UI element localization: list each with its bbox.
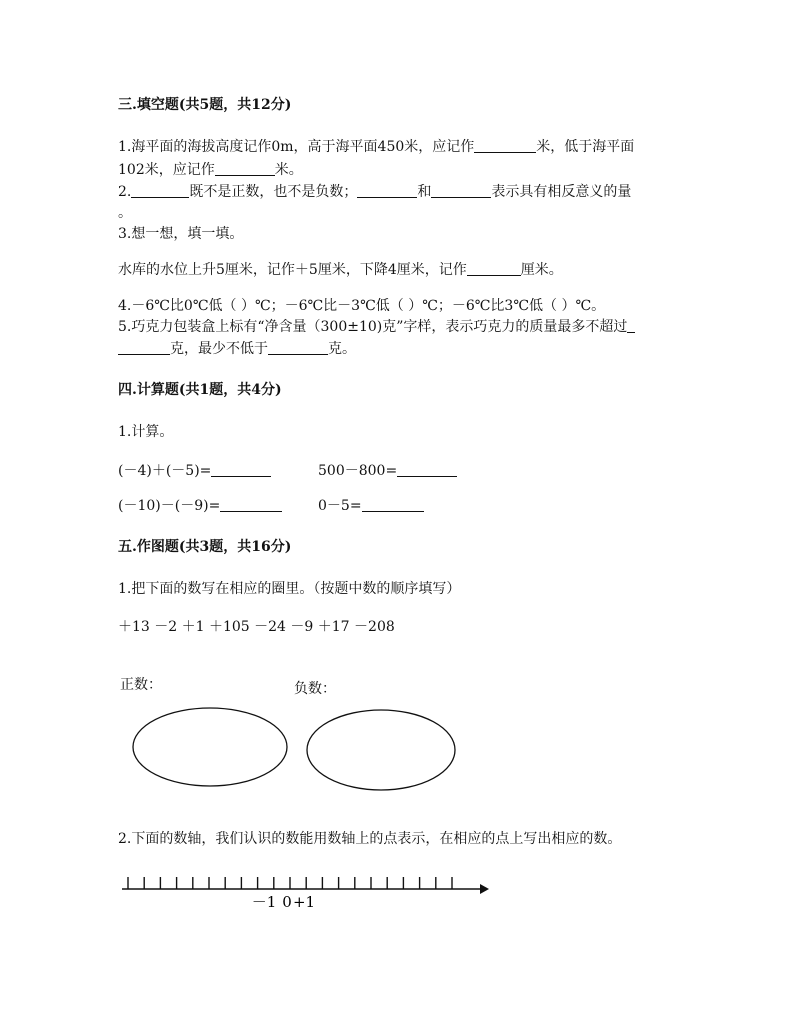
axis-label-minus-one: －1 bbox=[251, 893, 277, 911]
question-3-4: 4.－6℃比0℃低（ ）℃；－6℃比－3℃低（ ）℃；－6℃比3℃低（ ）℃。 bbox=[118, 298, 606, 314]
axis-label-zero: 0 bbox=[282, 893, 292, 911]
section-5-title: 五.作图题(共3题，共16分) bbox=[118, 539, 292, 555]
number-line-ticks[interactable] bbox=[128, 877, 452, 889]
section-4-title: 四.计算题(共1题，共4分) bbox=[118, 382, 282, 398]
expr-text: 500－800= bbox=[318, 463, 398, 479]
expr-text: 0－5= bbox=[318, 498, 362, 514]
positive-label: 正数： bbox=[120, 677, 162, 693]
number-list: ＋13 －2 ＋1 ＋105 －24 －9 ＋17 －208 bbox=[118, 619, 395, 635]
q-text: 既不是正数，也不是负数； bbox=[189, 184, 358, 200]
q-text: 克，最少不低于 bbox=[170, 341, 268, 357]
question-3-3-title: 3.想一想，填一填。 bbox=[118, 226, 244, 242]
q-text: 厘米。 bbox=[520, 262, 563, 278]
question-4-1-title: 1.计算。 bbox=[118, 424, 174, 440]
q-text: 1.海平面的海拔高度记作0m，高于海平面450米，应记作 bbox=[118, 139, 475, 155]
q-text: 5.巧克力包装盒上标有“净含量（300±10)克”字样，表示巧克力的质量最多不超过 bbox=[118, 319, 628, 335]
expr-text: (－10)－(－9)= bbox=[118, 498, 221, 514]
question-5-2-title: 2.下面的数轴，我们认识的数能用数轴上的点表示，在相应的点上写出相应的数。 bbox=[118, 831, 622, 847]
negative-circle[interactable] bbox=[307, 710, 455, 790]
number-line bbox=[122, 877, 489, 911]
q-text: 表示具有相反意义的量 bbox=[491, 184, 632, 200]
arrow-right-icon bbox=[480, 884, 489, 894]
section-3-title: 三.填空题(共5题，共12分) bbox=[118, 97, 292, 113]
positive-circle[interactable] bbox=[133, 708, 287, 786]
q-text: 克。 bbox=[328, 341, 356, 357]
q-text: 水库的水位上升5厘米，记作＋5厘米，下降4厘米，记作 bbox=[118, 262, 467, 278]
question-5-1-title: 1.把下面的数写在相应的圈里。（按题中数的顺序填写） bbox=[118, 581, 461, 597]
expr-text: (－4)＋(－5)= bbox=[118, 463, 212, 479]
question-3-2-end: 。 bbox=[118, 205, 132, 221]
q-text: 米，低于海平面 bbox=[536, 139, 635, 155]
negative-label: 负数： bbox=[294, 681, 336, 697]
axis-label-plus-one: +1 bbox=[292, 893, 316, 911]
q-text: 和 bbox=[417, 184, 432, 200]
q-text: 102米，应记作 bbox=[118, 162, 215, 178]
q-text: 2. bbox=[118, 184, 132, 200]
q-text: 米。 bbox=[274, 162, 303, 178]
